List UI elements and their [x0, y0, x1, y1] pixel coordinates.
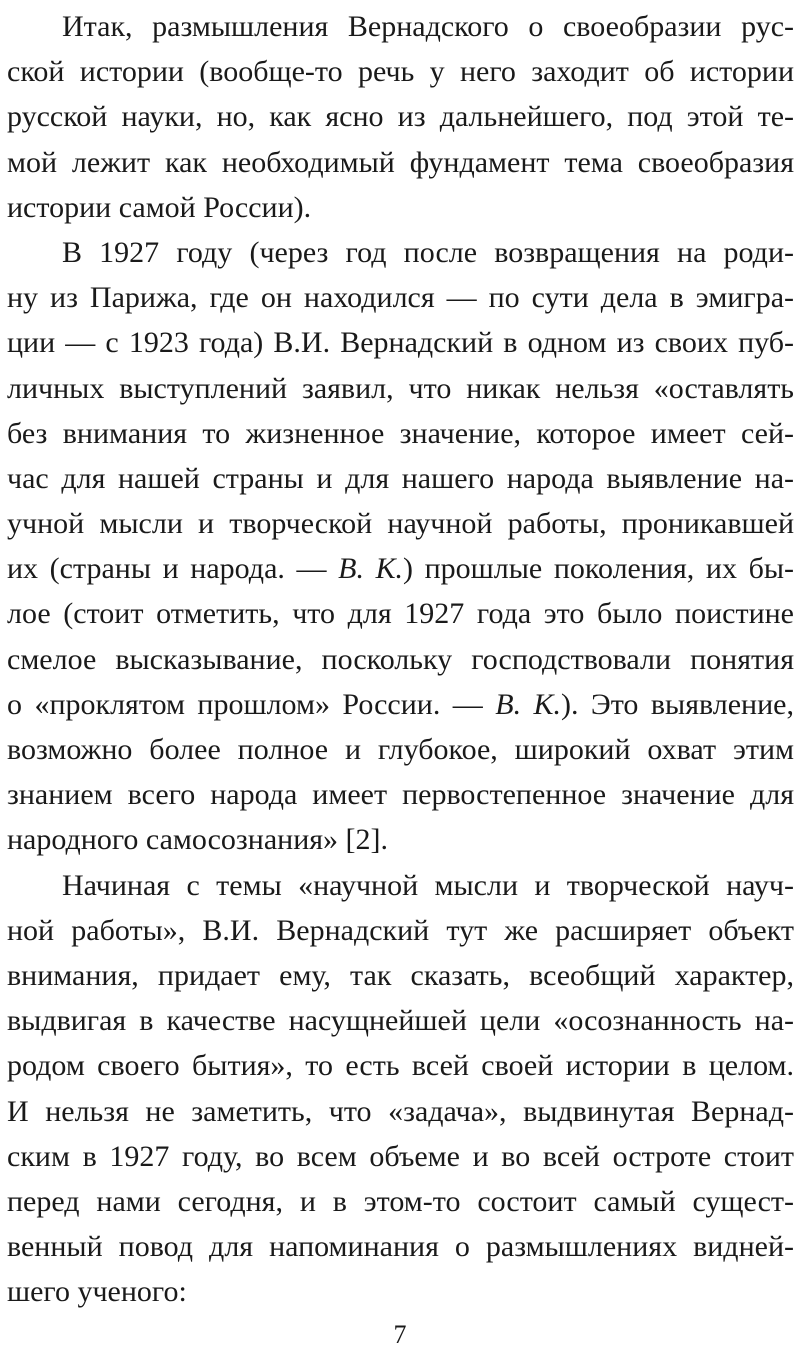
text-segment: ским в 1927 году, во всем объеме и во всей остроте стоит: [7, 1139, 794, 1173]
text-segment: истории самой России).: [7, 190, 312, 224]
text-line: [7, 637, 794, 682]
text-line: [7, 1089, 794, 1134]
text-segment: учной мысли и творческой научной работы, проникавшей: [7, 507, 794, 541]
text-line: [7, 591, 794, 636]
text-segment: их (страны и народа. —: [7, 552, 339, 586]
text-line: [7, 1179, 794, 1224]
text-segment: В 1927 году (через год после возвращения на роди-: [62, 235, 794, 269]
text-line: [7, 1269, 794, 1314]
text-segment: возможно более полное и глубокое, широкий охват этим: [7, 733, 794, 766]
text-line: [7, 863, 794, 908]
text-segment: ну из Парижа, где он находился — по сути дела в эмигра-: [7, 281, 794, 315]
text-line: [7, 94, 794, 139]
text-segment: лое (стоит отметить, что для 1927 года это было поистине: [7, 597, 794, 631]
text-line: [7, 1224, 794, 1269]
text-line: [7, 140, 794, 185]
text-segment: родом своего бытия», то есть всей своей истории в целом.: [7, 1049, 794, 1083]
text-line: [7, 682, 794, 727]
text-line: [7, 727, 794, 772]
text-segment: ции — с 1923 года) В.И. Вернадский в одном из своих пуб-: [7, 326, 794, 360]
text-line: [7, 953, 794, 998]
text-segment: венный повод для напоминания о размышлениях видней-: [7, 1230, 794, 1264]
author-initials: В. К.: [495, 687, 561, 721]
text-segment: смелое высказывание, поскольку господствовали понятия: [7, 642, 794, 676]
text-segment: час для нашей страны и для нашего народа выявление на-: [7, 461, 794, 495]
text-segment: шего ученого:: [7, 1275, 187, 1309]
text-line: [7, 908, 794, 953]
text-segment: народного самосознания» [2].: [7, 823, 389, 857]
text-segment: русской науки, но, как ясно из дальнейшего, под этой те-: [7, 100, 794, 134]
text-line: [7, 320, 794, 365]
text-segment: внимания, придает ему, так сказать, всеобщий характер,: [7, 958, 794, 992]
text-segment: ной работы», В.И. Вернадский тут же расширяет объект: [7, 913, 794, 947]
text-line: [7, 998, 794, 1043]
page-body-text: [7, 4, 794, 1314]
text-segment: выдвигая в качестве насущнейшей цели «осознанность на-: [7, 1004, 794, 1038]
text-segment: знанием всего народа имеет первостепенное значение для: [7, 778, 794, 812]
text-line: [7, 411, 794, 456]
text-segment: без внимания то жизненное значение, которое имеет сей-: [7, 416, 794, 450]
text-line: [7, 4, 794, 49]
text-segment: ). Это выявление,: [560, 687, 794, 721]
text-line: [7, 230, 794, 275]
text-line: [7, 1043, 794, 1088]
text-line: [7, 456, 794, 501]
text-segment: перед нами сегодня, и в этом-то состоит самый сущест-: [7, 1184, 794, 1218]
text-line: [7, 366, 794, 411]
text-segment: личных выступлений заявил, что никак нельзя «оставлять: [7, 371, 794, 405]
text-line: [7, 501, 794, 546]
text-segment: Начиная с темы «научной мысли и творческой науч-: [62, 868, 794, 902]
text-segment: о «проклятом прошлом» России. —: [7, 687, 496, 721]
text-line: [7, 185, 794, 230]
text-segment: ) прошлые поколения, их бы-: [403, 552, 794, 586]
text-segment: И нельзя не заметить, что «задача», выдвинутая Вернад-: [7, 1094, 794, 1128]
text-segment: мой лежит как необходимый фундамент тема своеобразия: [7, 145, 794, 179]
text-line: [7, 546, 794, 591]
text-line: [7, 772, 794, 817]
author-initials: В. К.: [338, 552, 404, 586]
text-line: [7, 1134, 794, 1179]
text-line: [7, 817, 794, 862]
text-line: [7, 49, 794, 94]
text-segment: ской истории (вообще-то речь у него заходит об истории: [7, 55, 794, 89]
text-segment: Итак, размышления Вернадского о своеобразии рус-: [62, 10, 794, 43]
text-line: [7, 275, 794, 320]
page-number: 7: [393, 1320, 407, 1349]
